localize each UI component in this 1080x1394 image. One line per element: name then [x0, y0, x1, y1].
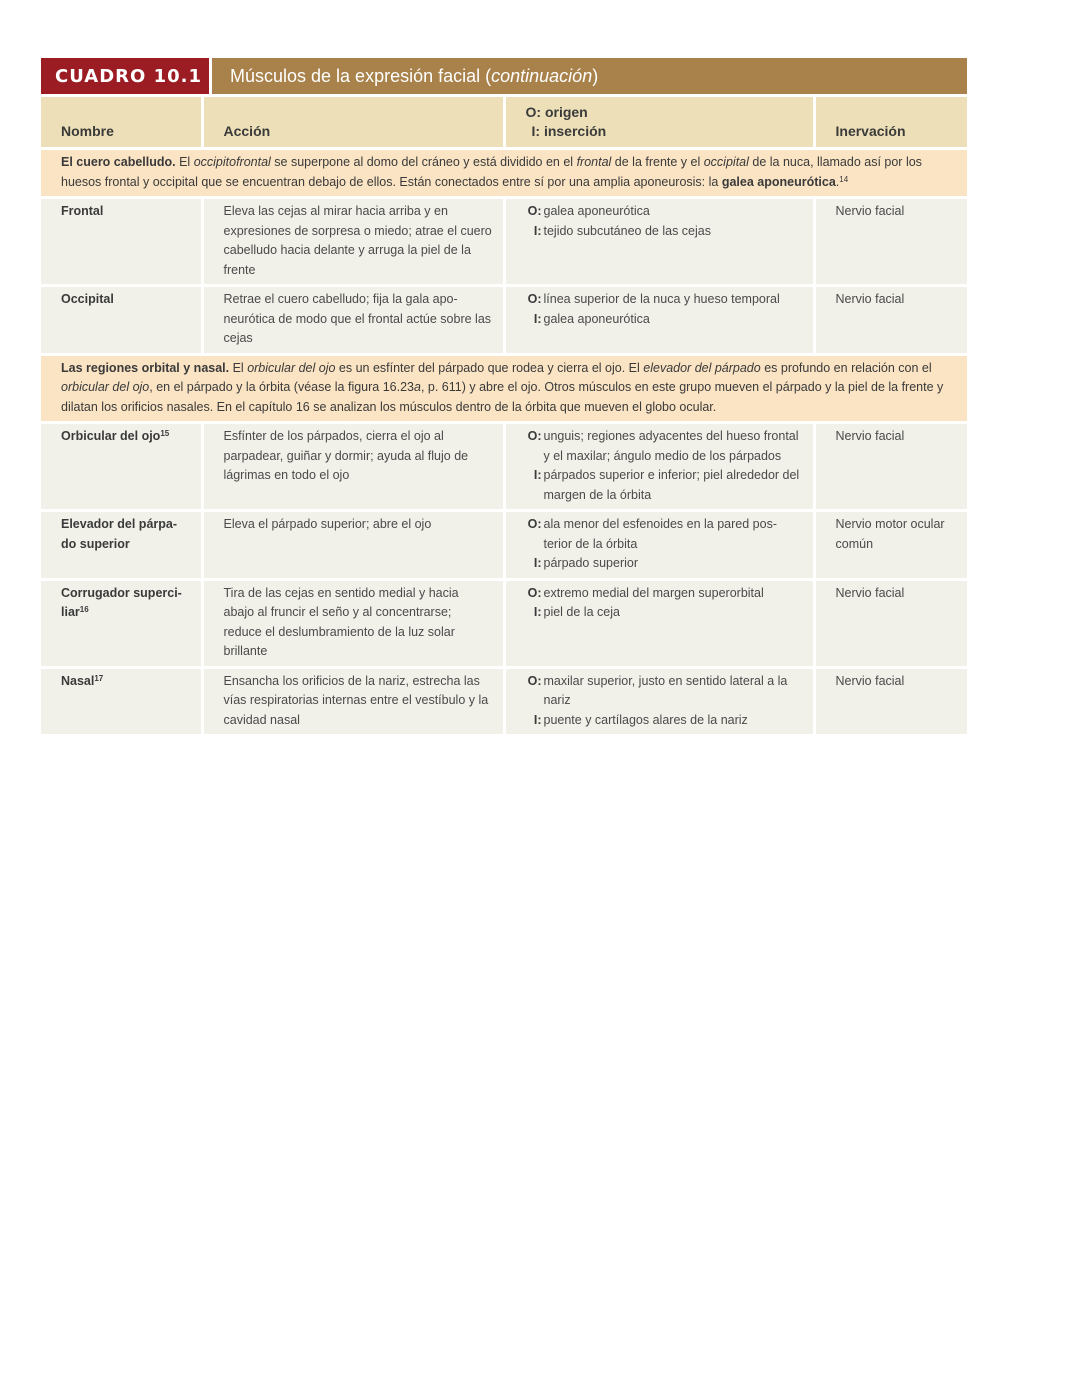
cell-action: Esfínter de los párpados, cierra el ojo al parpadear, guiñar y dormir; ayuda al flujo de lágrimas en todo el ojo — [202, 423, 504, 511]
insertion-line — [526, 310, 803, 330]
insertion-line — [526, 554, 803, 574]
cell-nerve: Nervio facial — [814, 423, 967, 511]
cell-nerve: Nervio facial — [814, 198, 967, 286]
cell-nerve: Nervio facial — [814, 286, 967, 355]
cell-origin-insertion — [504, 423, 814, 511]
muscle-name: Frontal — [61, 204, 104, 218]
table-row — [41, 667, 967, 734]
origin-line — [526, 515, 803, 554]
table-title-bar — [41, 58, 967, 94]
origin-value: galea aponeurótica — [543, 204, 650, 218]
insertion-line — [526, 711, 803, 731]
insertion-value: piel de la ceja — [543, 605, 620, 619]
insertion-key: I: — [533, 712, 542, 727]
cell-origin-insertion — [504, 579, 814, 667]
cell-origin-insertion — [504, 198, 814, 286]
table-header-row — [41, 96, 967, 149]
table-row — [41, 511, 967, 580]
muscle-name: Orbicular del ojo — [61, 429, 161, 443]
column-header-insercion: I: inserción — [531, 123, 607, 139]
insertion-value: párpados superior e inferior; piel alrededor del margen de la órbita — [543, 468, 800, 502]
cell-origin-insertion — [504, 511, 814, 580]
insertion-line — [526, 603, 803, 623]
table-container — [41, 58, 967, 734]
table-title-main: Músculos de la expresión facial ( — [230, 65, 492, 86]
muscle-name: Nasal — [61, 673, 95, 688]
muscle-name: Corrugador superci-liar — [61, 585, 182, 619]
origin-line — [526, 427, 803, 466]
muscle-footnote: 17 — [94, 673, 104, 683]
insertion-line — [526, 222, 803, 242]
cell-nerve: Nervio facial — [814, 579, 967, 667]
origin-line — [526, 202, 803, 222]
table-number-label: CUADRO 10.1 — [41, 58, 209, 94]
cell-nerve: Nervio motor ocular común — [814, 511, 967, 580]
column-header-origen-insercion — [504, 96, 814, 149]
insertion-line — [526, 466, 803, 505]
table-title — [212, 58, 967, 94]
cell-nerve: Nervio facial — [814, 667, 967, 734]
table-title-italic: continuación — [491, 65, 593, 86]
insertion-key: I: — [533, 556, 542, 570]
cell-origin-insertion — [504, 286, 814, 355]
column-header-accion: Acción — [202, 96, 504, 149]
origin-line — [526, 584, 803, 604]
table-row — [41, 198, 967, 286]
section-row-scalp — [41, 149, 967, 198]
insertion-key: I: — [533, 605, 542, 619]
cell-action: Retrae el cuero cabelludo; fija la gala apo-neurótica de modo que el frontal actúe sobre las cejas — [202, 286, 504, 355]
insertion-key: I: — [533, 468, 542, 482]
insertion-value: tejido subcutáneo de las cejas — [543, 223, 711, 238]
muscle-footnote: 16 — [79, 605, 89, 614]
origin-key: O: — [527, 204, 542, 218]
cell-muscle-name — [41, 286, 202, 355]
origin-key: O: — [527, 517, 542, 531]
insertion-value: puente y cartílagos alares de la nariz — [543, 712, 748, 727]
muscles-table — [41, 94, 967, 734]
cell-muscle-name — [41, 579, 202, 667]
cell-action: Eleva el párpado superior; abre el ojo — [202, 511, 504, 580]
origin-line — [526, 672, 803, 711]
origin-key: O: — [527, 429, 542, 443]
origin-value: ala menor del esfenoides en la pared pos-terior de la órbita — [543, 517, 777, 551]
cell-muscle-name — [41, 423, 202, 511]
section-text-orbital: Las regiones orbital y nasal. El orbicular del ojo es un esfínter del párpado que rodea y cierra el ojo. El elevador del párpado es profundo en relación con el orbicular del ojo, en el párpado y la órbita (véase la figura 16.23a, p. 611) y abre el ojo. Otros músculos en este grupo mueven el párpado y la piel de la frente y dilatan los orificios nasales. En el capítulo 16 se analizan los músculos dentro de la órbita que mueven el globo ocular. — [41, 354, 967, 423]
insertion-value: párpado superior — [543, 556, 639, 570]
cell-muscle-name — [41, 198, 202, 286]
origin-value: extremo medial del margen superorbital — [543, 585, 764, 600]
table-title-close: ) — [592, 65, 599, 86]
insertion-value: galea aponeurótica — [543, 311, 650, 326]
muscle-name: Occipital — [61, 292, 114, 306]
cell-muscle-name — [41, 667, 202, 734]
origin-key: O: — [527, 585, 542, 600]
insertion-key: I: — [533, 311, 542, 326]
origin-value: línea superior de la nuca y hueso temporal — [543, 292, 780, 306]
table-row — [41, 286, 967, 355]
origin-value: maxilar superior, justo en sentido lateral a la nariz — [543, 673, 788, 707]
cell-action: Eleva las cejas al mirar hacia arriba y en expresiones de sorpresa o miedo; atrae el cuero cabelludo hacia delante y arruga la piel de la frente — [202, 198, 504, 286]
muscle-name: Elevador del párpa-do superior — [61, 517, 178, 551]
table-row — [41, 423, 967, 511]
origin-key: O: — [527, 292, 542, 306]
origin-line — [526, 290, 803, 310]
column-header-inervacion: Inervación — [814, 96, 967, 149]
section-row-orbital — [41, 354, 967, 423]
column-header-origen: O: origen — [525, 104, 588, 120]
insertion-key: I: — [533, 223, 542, 238]
origin-value: unguis; regiones adyacentes del hueso frontal y el maxilar; ángulo medio de los párpados — [543, 429, 799, 463]
table-row — [41, 579, 967, 667]
column-header-nombre: Nombre — [41, 96, 202, 149]
muscle-footnote: 15 — [160, 429, 170, 438]
cell-action: Tira de las cejas en sentido medial y hacia abajo al fruncir el seño y al concentrarse; reduce el deslumbramiento de la luz solar brillante — [202, 579, 504, 667]
cell-action: Ensancha los orificios de la nariz, estrecha las vías respiratorias internas entre el vestíbulo y la cavidad nasal — [202, 667, 504, 734]
origin-key: O: — [527, 673, 542, 688]
section-text-scalp: El cuero cabelludo. El occipitofrontal se superpone al domo del cráneo y está dividido en el frontal de la frente y el occipital de la nuca, llamado así por los huesos frontal y occipital que se encuentran debajo de ellos. Están conectados entre sí por una amplia aponeurosis: la galea aponeurótica.$^{14}$ — [41, 149, 967, 198]
cell-muscle-name — [41, 511, 202, 580]
cell-origin-insertion — [504, 667, 814, 734]
